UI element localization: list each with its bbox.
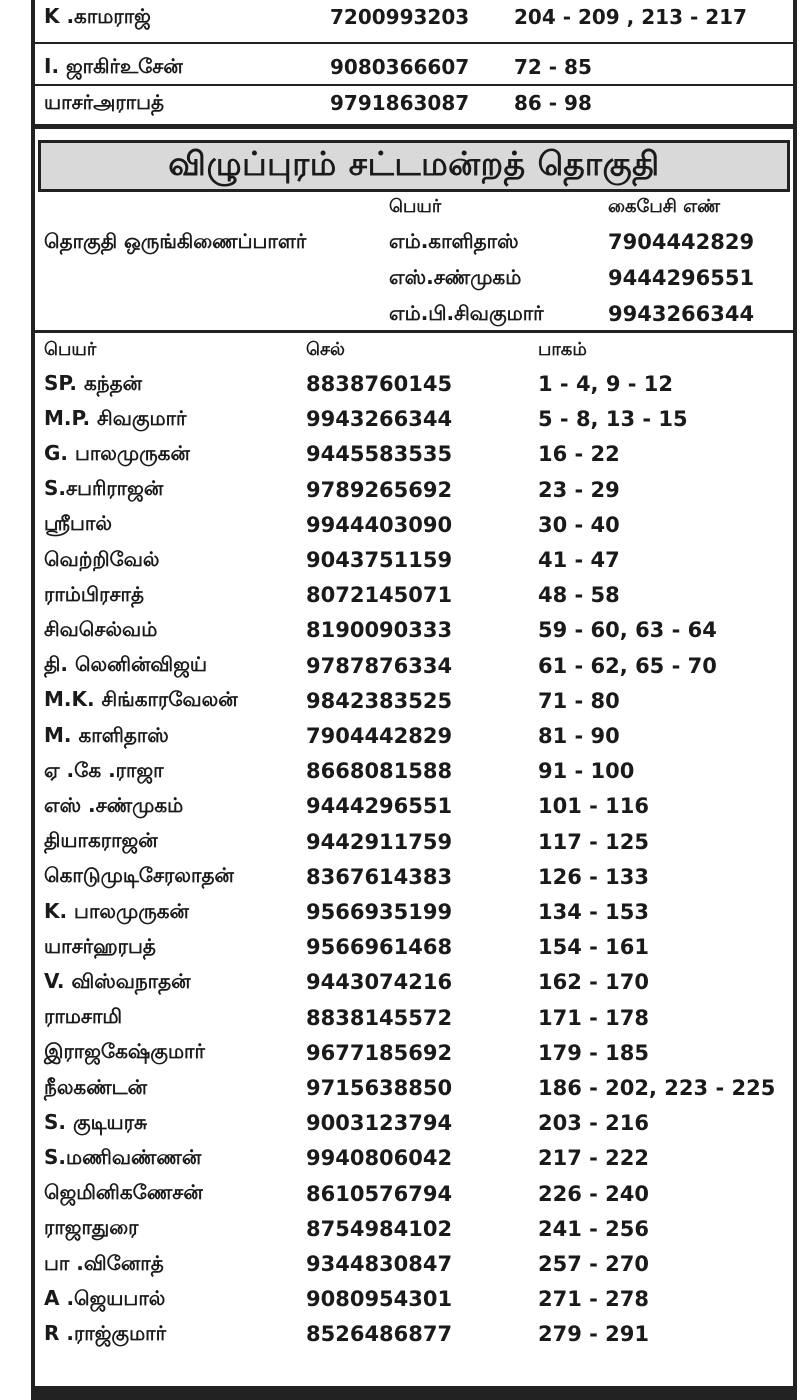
row-phone: 9715638850 — [306, 1076, 453, 1100]
table-row — [44, 542, 794, 578]
row-name: தியாகராஜன் — [44, 828, 158, 853]
table-row — [44, 366, 794, 402]
section-divider — [31, 124, 797, 129]
row-phone: 8526486877 — [306, 1322, 453, 1347]
row-name: SP. கந்தன் — [44, 370, 142, 395]
row-parts: 30 - 40 — [538, 512, 620, 537]
table-row — [44, 577, 794, 613]
row-phone: 7904442829 — [306, 724, 453, 748]
row-parts: 71 - 80 — [538, 688, 620, 713]
table-row — [44, 894, 794, 930]
table-header-name: பெயர் — [44, 338, 97, 360]
row-name: இராஜகேஷ்குமார் — [44, 1039, 205, 1064]
row-name: S.சபரிராஜன் — [44, 476, 164, 501]
row-parts: 126 - 133 — [538, 864, 650, 889]
member-phone: 9791863087 — [330, 91, 470, 115]
row-phone: 8838145572 — [306, 1005, 453, 1030]
table-row — [44, 1316, 794, 1352]
row-parts: 101 - 116 — [538, 794, 650, 819]
member-parts: 204 - 209 , 213 - 217 — [514, 5, 747, 29]
table-row — [44, 683, 794, 719]
member-parts: 86 - 98 — [514, 91, 592, 115]
row-phone: 9787876334 — [306, 653, 453, 678]
coordinator-phone: 7904442829 — [608, 230, 755, 254]
row-name: M.K. சிங்காரவேலன் — [44, 687, 238, 712]
row-phone: 9677185692 — [306, 1040, 453, 1065]
row-phone: 8610576794 — [306, 1181, 453, 1206]
row-name: K. பாலமுருகன் — [44, 898, 189, 923]
row-phone: 8754984102 — [306, 1216, 453, 1241]
row-name: கொடுமுடிசேரலாதன் — [44, 863, 234, 888]
row-phone: 9445583535 — [306, 442, 453, 467]
row-phone: 9442911759 — [306, 829, 453, 854]
bottom-border — [31, 1386, 797, 1400]
row-phone: 9842383525 — [306, 688, 453, 713]
table-row — [44, 929, 794, 965]
row-name: வெற்றிவேல் — [44, 546, 160, 571]
row-parts: 179 - 185 — [538, 1040, 650, 1065]
table-row — [44, 1281, 794, 1317]
row-parts: 134 - 153 — [538, 900, 650, 924]
member-phone: 9080366607 — [330, 55, 470, 79]
row-name: ராம்பிரசாத் — [44, 581, 144, 606]
row-parts: 203 - 216 — [538, 1111, 650, 1136]
row-parts: 41 - 47 — [538, 548, 620, 572]
row-phone: 9344830847 — [306, 1252, 453, 1276]
row-phone: 9080954301 — [306, 1287, 453, 1312]
row-name: G. பாலமுருகன் — [44, 440, 190, 465]
row-name: தி. லெனின்விஜய் — [44, 652, 208, 677]
row-phone: 9944403090 — [306, 512, 453, 537]
coordinator-name-header: பெயர் — [389, 195, 442, 217]
row-phone: 9789265692 — [306, 477, 453, 502]
coordinator-phone: 9444296551 — [608, 266, 755, 290]
table-row — [44, 1105, 794, 1141]
row-name: A .ஜெயபால் — [44, 1285, 166, 1310]
coordinator-name: எஸ்.சண்முகம் — [389, 264, 522, 289]
top-row — [44, 86, 592, 120]
table-row — [44, 436, 794, 472]
table-row — [44, 1211, 794, 1247]
table-row — [44, 401, 794, 437]
row-name: M.P. சிவகுமார் — [44, 405, 187, 430]
row-name: நீலகண்டன் — [44, 1074, 147, 1099]
row-phone: 9566935199 — [306, 900, 453, 924]
row-name: S. குடியரசு — [44, 1109, 148, 1134]
table-header-phone: செல் — [306, 338, 345, 360]
row-parts: 257 - 270 — [538, 1252, 650, 1276]
member-phone: 7200993203 — [330, 5, 470, 29]
top-row — [44, 0, 747, 34]
top-row — [44, 50, 592, 84]
left-border — [31, 0, 35, 1400]
table-row — [44, 648, 794, 684]
row-parts: 81 - 90 — [538, 724, 620, 748]
row-parts: 271 - 278 — [538, 1287, 650, 1312]
table-row — [44, 824, 794, 860]
table-row — [44, 1000, 794, 1036]
row-name: பா .வினோத் — [44, 1250, 164, 1275]
row-name: V. விஸ்வநாதன் — [44, 968, 191, 993]
table-row — [44, 1035, 794, 1071]
row-name: ஜெமினிகணேசன் — [44, 1180, 203, 1205]
row-phone: 8190090333 — [306, 618, 453, 643]
section-divider — [31, 330, 797, 333]
table-header-parts: பாகம் — [538, 338, 587, 360]
table-row — [44, 1176, 794, 1212]
row-name: ராமசாமி — [44, 1004, 123, 1029]
row-parts: 241 - 256 — [538, 1216, 650, 1241]
row-name: S.மணிவண்ணன் — [44, 1144, 202, 1169]
row-name: ஏ .கே .ராஜா — [44, 757, 164, 782]
table-row — [44, 612, 794, 648]
row-name: ராஜாதுரை — [44, 1215, 139, 1240]
table-row — [44, 718, 794, 754]
row-name: R .ராஜ்குமார் — [44, 1320, 167, 1345]
table-row — [44, 507, 794, 543]
section-title-box — [38, 140, 790, 192]
coordinator-name: எம்.காளிதாஸ் — [389, 228, 519, 253]
row-parts: 48 - 58 — [538, 583, 620, 608]
member-name: K .காமராஜ் — [44, 3, 151, 28]
row-parts: 279 - 291 — [538, 1322, 650, 1347]
row-phone: 9940806042 — [306, 1146, 453, 1171]
table-row — [44, 1140, 794, 1176]
row-name: சிவசெல்வம் — [44, 616, 158, 641]
coordinator-phone: 9943266344 — [608, 302, 755, 326]
row-phone: 9566961468 — [306, 935, 453, 960]
row-name: ஸ்ரீபால் — [44, 511, 112, 536]
member-name: I. ஜாகிர்உசேன் — [44, 53, 183, 78]
row-phone: 8367614383 — [306, 864, 453, 889]
coordinator-role: தொகுதி ஒருங்கிணைப்பாளர் — [44, 228, 307, 253]
table-row — [44, 788, 794, 824]
coordinator-phone-header: கைபேசி எண் — [608, 195, 721, 217]
row-phone: 8838760145 — [306, 372, 453, 396]
row-parts: 217 - 222 — [538, 1146, 650, 1171]
row-phone: 9444296551 — [306, 794, 453, 819]
row-phone: 9043751159 — [306, 548, 453, 572]
row-parts: 59 - 60, 63 - 64 — [538, 618, 717, 643]
member-name: யாசர்அராபத் — [44, 89, 165, 114]
row-parts: 16 - 22 — [538, 442, 620, 467]
row-name: யாசர்ஹரபத் — [44, 933, 156, 958]
row-parts: 117 - 125 — [538, 829, 650, 854]
row-parts: 91 - 100 — [538, 759, 635, 784]
row-phone: 8668081588 — [306, 759, 453, 784]
row-phone: 9443074216 — [306, 970, 453, 995]
table-row — [44, 472, 794, 508]
row-parts: 186 - 202, 223 - 225 — [538, 1076, 776, 1100]
row-parts: 226 - 240 — [538, 1181, 650, 1206]
row-divider — [31, 42, 797, 44]
table-row — [44, 1070, 794, 1106]
row-parts: 154 - 161 — [538, 935, 650, 960]
row-name: M. காளிதாஸ் — [44, 722, 169, 747]
row-parts: 1 - 4, 9 - 12 — [538, 372, 674, 396]
row-phone: 8072145071 — [306, 583, 453, 608]
section-title: விழுப்புரம் சட்டமன்றத் தொகுதி — [168, 144, 660, 183]
table-row — [44, 753, 794, 789]
table-row — [44, 964, 794, 1000]
coordinator-name: எம்.பி.சிவகுமார் — [389, 300, 544, 325]
row-phone: 9943266344 — [306, 407, 453, 432]
row-parts: 23 - 29 — [538, 477, 620, 502]
row-parts: 5 - 8, 13 - 15 — [538, 407, 688, 432]
row-parts: 171 - 178 — [538, 1005, 650, 1030]
table-row — [44, 859, 794, 895]
row-parts: 162 - 170 — [538, 970, 650, 995]
row-parts: 61 - 62, 65 - 70 — [538, 653, 717, 678]
row-name: எஸ் .சண்முகம் — [44, 792, 184, 817]
table-row — [44, 1246, 794, 1282]
row-phone: 9003123794 — [306, 1111, 453, 1136]
member-parts: 72 - 85 — [514, 55, 592, 79]
